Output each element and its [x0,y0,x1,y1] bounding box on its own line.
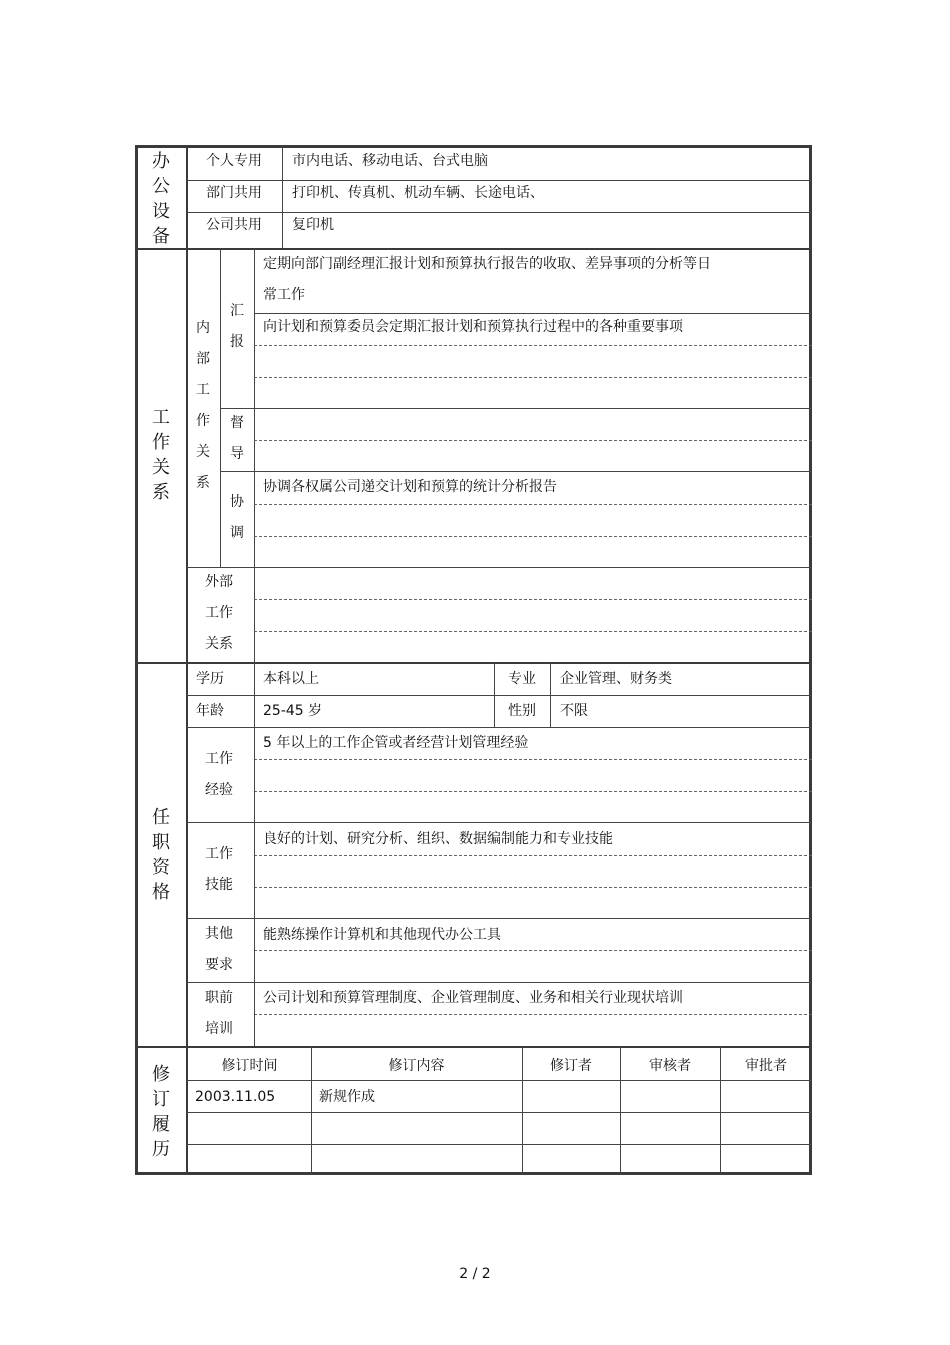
age-label: 年龄 [196,703,224,719]
revision-header-reviser: 修订者 [550,1058,592,1074]
revision-header-reviewer: 审核者 [649,1058,691,1074]
office-label-personal: 个人专用 [206,153,262,169]
skills-label: 工作 技能 [205,846,233,893]
experience-value: 5 年以上的工作企管或者经营计划管理经验 [263,735,529,751]
office-label-company: 公司共用 [206,217,262,233]
report-line: 常工作 [263,287,305,303]
gender-value: 不限 [560,703,588,719]
pre-job-training-label: 职前 培训 [205,990,233,1037]
revision-header-content: 修订内容 [388,1058,445,1074]
section-divider [135,662,812,664]
office-value-department: 打印机、传真机、机动车辆、长途电话、 [292,185,544,201]
revision-header-approver: 审批者 [745,1058,787,1074]
pre-job-training-value: 公司计划和预算管理制度、企业管理制度、业务和相关行业现状培训 [263,990,683,1006]
revision-content-cell: 新规作成 [319,1089,375,1105]
report-line: 向计划和预算委员会定期汇报计划和预算执行过程中的各种重要事项 [263,319,683,335]
major-value: 企业管理、财务类 [560,671,672,687]
office-equipment-title: 办 公 设 备 [152,151,170,247]
education-value: 本科以上 [263,671,319,687]
supervise-label: 督 导 [230,415,244,462]
report-line: 定期向部门副经理汇报计划和预算执行报告的收取、差异事项的分析等日 [263,256,711,272]
skills-value: 良好的计划、研究分析、组织、数据编制能力和专业技能 [263,831,613,847]
major-label: 专业 [508,671,536,687]
revision-date-cell: 2003.11.05 [195,1089,276,1105]
office-value-personal: 市内电话、移动电话、台式电脑 [292,153,488,169]
coordinate-line: 协调各权属公司递交计划和预算的统计分析报告 [263,479,557,495]
internal-relations-label: 内 部 工 作 关 系 [196,320,210,491]
revision-header-date: 修订时间 [221,1058,278,1074]
office-value-company: 复印机 [292,217,334,233]
qualifications-title: 任 职 资 格 [152,807,170,903]
work-relations-title: 工 作 关 系 [152,407,170,503]
age-value: 25-45 岁 [263,703,323,719]
education-label: 学历 [196,671,224,687]
section-divider [135,248,812,250]
experience-label: 工作 经验 [205,751,233,798]
report-label: 汇 报 [230,303,244,350]
coordinate-label: 协 调 [230,494,244,541]
page-number: 2 / 2 [459,1266,491,1282]
external-relations-label: 外部 工作 关系 [205,574,233,652]
section-divider [135,1046,812,1048]
other-requirements-label: 其他 要求 [205,926,233,973]
revision-history-title: 修 订 履 历 [152,1064,170,1160]
other-requirements-value: 能熟练操作计算机和其他现代办公工具 [263,927,501,943]
office-label-department: 部门共用 [206,185,262,201]
gender-label: 性别 [508,703,536,719]
